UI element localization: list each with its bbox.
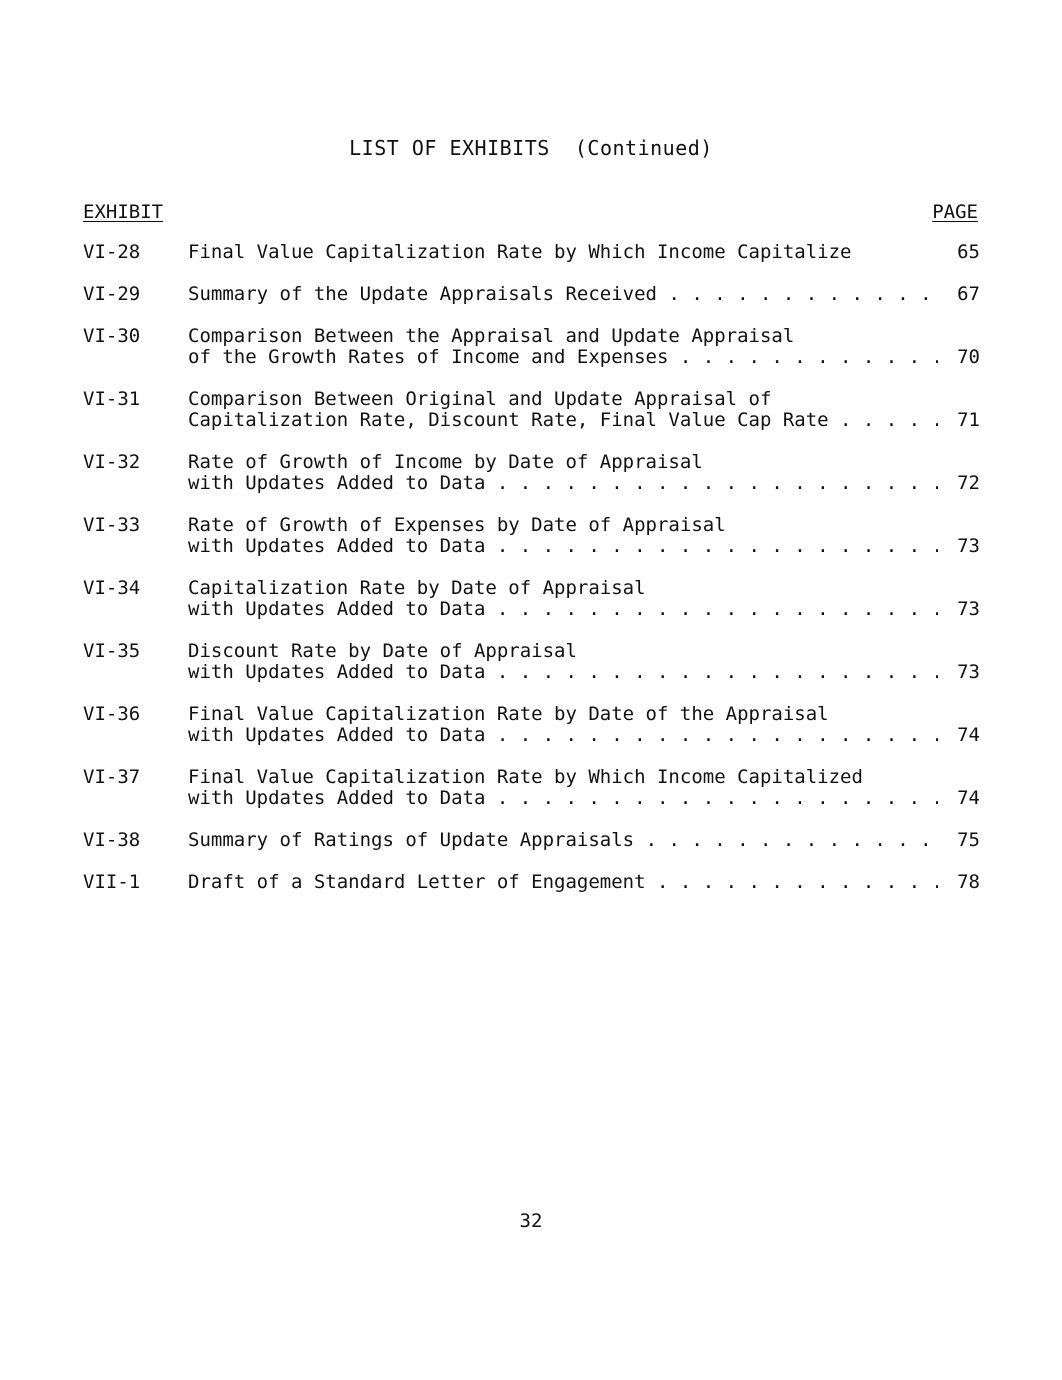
- exhibit-page-number: 70: [957, 346, 980, 368]
- exhibit-title: [188, 578, 938, 620]
- page-number: 32: [519, 1210, 543, 1232]
- exhibit-title-line: Final Value Capitalization Rate by Which Income Capitalize: [188, 242, 852, 263]
- exhibit-title-line: with Updates Added to Data . . .: [188, 599, 938, 620]
- exhibit-title: [188, 641, 938, 683]
- exhibit-entry: [83, 578, 980, 620]
- exhibit-entry: [83, 704, 980, 746]
- page-column-header: PAGE: [932, 201, 978, 223]
- exhibit-title: [188, 515, 938, 557]
- exhibit-number: VI-29: [83, 283, 141, 305]
- exhibit-page-number: 67: [957, 283, 980, 305]
- exhibit-title-line: with Updates Added to Data . . .: [188, 725, 938, 746]
- exhibit-title: [188, 830, 938, 851]
- exhibit-title: [188, 872, 938, 893]
- exhibit-title: [188, 452, 938, 494]
- exhibit-page-number: 65: [957, 241, 980, 263]
- exhibit-entry: [83, 452, 980, 494]
- exhibit-page-number: 73: [957, 535, 980, 557]
- exhibit-title-line: Draft of a Standard Letter of Engagement . . .: [188, 872, 938, 893]
- exhibit-title-line: Comparison Between Original and Update Appraisal of: [188, 389, 772, 410]
- exhibit-page-number: 74: [957, 787, 980, 809]
- exhibit-title-line: with Updates Added to Data . . .: [188, 788, 938, 809]
- exhibit-number: VI-30: [83, 325, 141, 347]
- exhibit-number: VI-34: [83, 577, 141, 599]
- exhibit-title-line: Rate of Growth of Income by Date of Appraisal: [188, 452, 703, 473]
- exhibit-title: [188, 242, 938, 263]
- exhibit-title-line: Final Value Capitalization Rate by Date of the Appraisal: [188, 704, 829, 725]
- exhibit-number: VI-36: [83, 703, 141, 725]
- exhibit-number: VI-35: [83, 640, 141, 662]
- exhibit-title-line: with Updates Added to Data . . .: [188, 662, 938, 683]
- exhibit-entry: [83, 641, 980, 683]
- exhibit-title-line: with Updates Added to Data . . .: [188, 536, 938, 557]
- exhibit-page-number: 74: [957, 724, 980, 746]
- exhibit-entry: [83, 326, 980, 368]
- exhibit-title-line: Final Value Capitalization Rate by Which Income Capitalized: [188, 767, 863, 788]
- exhibit-title: [188, 326, 938, 368]
- exhibit-title-line: Summary of the Update Appraisals Received . . .: [188, 284, 938, 305]
- exhibit-number: VI-37: [83, 766, 141, 788]
- exhibit-title: [188, 389, 938, 431]
- exhibit-entry: [83, 284, 980, 305]
- exhibit-page-number: 72: [957, 472, 980, 494]
- exhibit-list: [83, 242, 980, 914]
- exhibit-title-line: Capitalization Rate by Date of Appraisal: [188, 578, 646, 599]
- exhibit-title-line: Discount Rate by Date of Appraisal: [188, 641, 577, 662]
- exhibit-number: VI-32: [83, 451, 141, 473]
- exhibit-number: VII-1: [83, 871, 141, 893]
- exhibit-number: VI-33: [83, 514, 141, 536]
- exhibit-title-line: Comparison Between the Appraisal and Update Appraisal: [188, 326, 795, 347]
- exhibit-title-line: with Updates Added to Data . . .: [188, 473, 938, 494]
- exhibit-entry: [83, 872, 980, 893]
- exhibit-entry: [83, 389, 980, 431]
- page-title: LIST OF EXHIBITS (Continued): [349, 136, 713, 160]
- exhibit-page-number: 75: [957, 829, 980, 851]
- exhibit-number: VI-28: [83, 241, 141, 263]
- exhibit-number: VI-38: [83, 829, 141, 851]
- exhibit-title-line: Capitalization Rate, Discount Rate, Final Value Cap Rate . . .: [188, 410, 938, 431]
- exhibit-page-number: 73: [957, 661, 980, 683]
- exhibit-title-line: Summary of Ratings of Update Appraisals . . .: [188, 830, 938, 851]
- exhibit-number: VI-31: [83, 388, 141, 410]
- exhibit-page-number: 73: [957, 598, 980, 620]
- exhibit-entry: [83, 830, 980, 851]
- exhibit-title-line: Rate of Growth of Expenses by Date of Appraisal: [188, 515, 726, 536]
- exhibit-entry: [83, 767, 980, 809]
- exhibit-entry: [83, 515, 980, 557]
- exhibit-page-number: 71: [957, 409, 980, 431]
- exhibit-page-number: 78: [957, 871, 980, 893]
- exhibit-title-line: of the Growth Rates of Income and Expenses . . .: [188, 347, 938, 368]
- exhibit-column-header: EXHIBIT: [83, 201, 164, 223]
- exhibit-title: [188, 284, 938, 305]
- exhibit-entry: [83, 242, 980, 263]
- exhibit-title: [188, 704, 938, 746]
- exhibit-title: [188, 767, 938, 809]
